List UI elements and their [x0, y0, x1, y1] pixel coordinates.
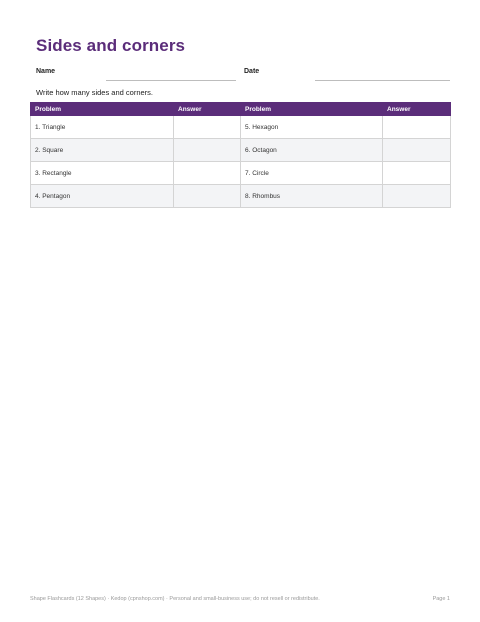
problems-table: [30, 102, 451, 208]
problem-cell: 4. Pentagon: [31, 185, 174, 208]
page-number: Page 1: [432, 596, 450, 602]
problem-cell: 1. Triangle: [31, 116, 174, 139]
answer-cell[interactable]: [383, 185, 451, 208]
answer-cell[interactable]: [383, 162, 451, 185]
answer-cell[interactable]: [383, 139, 451, 162]
instructions-text: Write how many sides and corners.: [36, 88, 153, 97]
table-header-row: [31, 103, 451, 116]
name-field: [36, 68, 236, 82]
problem-cell: 8. Rhombus: [241, 185, 383, 208]
problem-cell: 3. Rectangle: [31, 162, 174, 185]
table-row: [31, 116, 451, 139]
date-field: [244, 68, 450, 82]
answer-cell[interactable]: [174, 139, 241, 162]
page-footer: [30, 596, 450, 606]
answer-cell[interactable]: [174, 185, 241, 208]
table-row: [31, 139, 451, 162]
page-title: Sides and corners: [36, 36, 186, 55]
date-write-line[interactable]: [315, 80, 450, 81]
problem-cell: 7. Circle: [241, 162, 383, 185]
header-answer: Answer: [383, 103, 451, 116]
name-write-line[interactable]: [106, 80, 236, 81]
date-label: Date: [244, 68, 260, 75]
header-problem: Problem: [241, 103, 383, 116]
name-date-row: [36, 68, 450, 84]
header-problem: Problem: [31, 103, 174, 116]
problem-cell: 5. Hexagon: [241, 116, 383, 139]
problem-cell: 2. Square: [31, 139, 174, 162]
answer-cell[interactable]: [383, 116, 451, 139]
problem-cell: 6. Octagon: [241, 139, 383, 162]
table-row: [31, 162, 451, 185]
answer-cell[interactable]: [174, 116, 241, 139]
header-answer: Answer: [174, 103, 241, 116]
answer-cell[interactable]: [174, 162, 241, 185]
name-label: Name: [36, 68, 56, 75]
table-row: [31, 185, 451, 208]
footer-credit: Shape Flashcards (12 Shapes) · Kedop (cpnshop.com) · Personal and small-business use; do not resell or redistribute.: [30, 596, 320, 602]
